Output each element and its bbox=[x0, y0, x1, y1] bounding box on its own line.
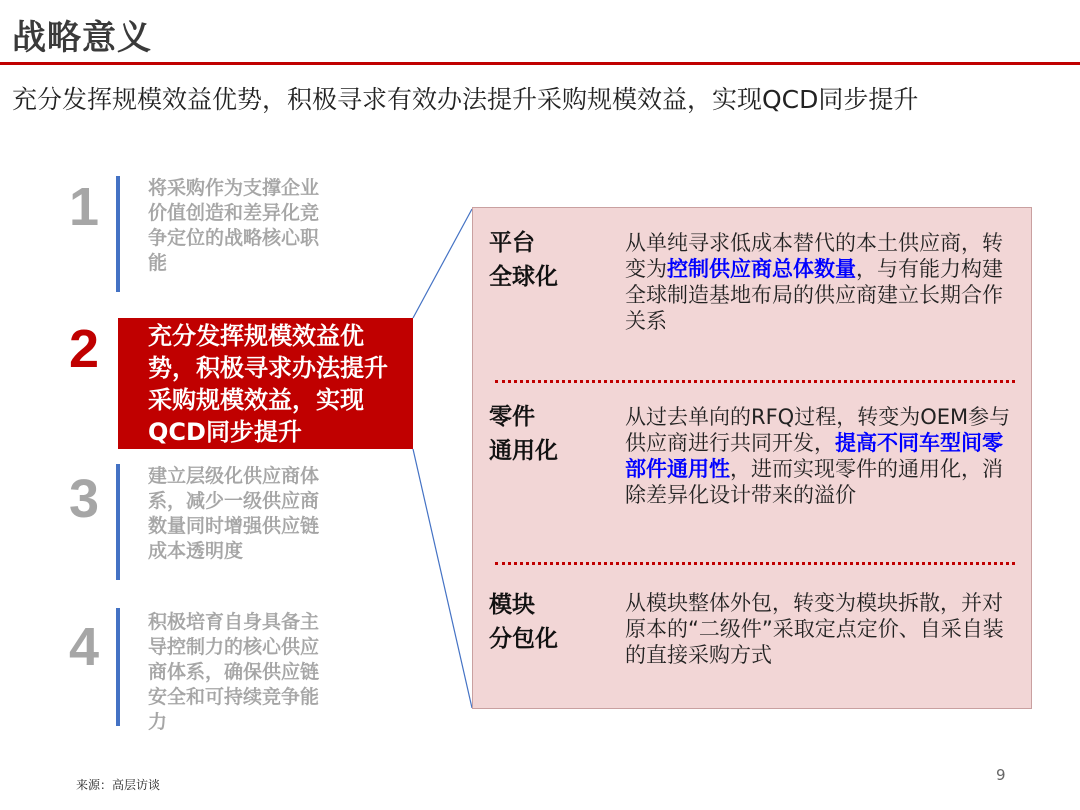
step-text: 建立层级化供应商体系，减少一级供应商数量同时增强供应链成本透明度 bbox=[148, 465, 320, 562]
desc-text: ，进而实现零件的通用化，消除差异化设计带来的溢价 bbox=[625, 457, 1003, 507]
step-number: 3 bbox=[68, 469, 100, 529]
step-text: 积极培育自身具备主导控制力的核心供应商体系，确保供应链安全和可持续竞争能力 bbox=[148, 611, 320, 733]
page-number: 9 bbox=[996, 766, 1006, 784]
row-desc-module bbox=[625, 590, 1020, 668]
step-text: 充分发挥规模效益优势，积极寻求办法提升采购规模效益，实现QCD同步提升 bbox=[148, 322, 388, 446]
row-label-platform bbox=[489, 226, 558, 294]
step-number: 4 bbox=[68, 617, 100, 677]
page-title: 战略意义 bbox=[12, 18, 152, 58]
desc-text: ，与有能力构建全球制造基地布局的供应商建立长期合作关系 bbox=[625, 257, 1003, 333]
label-line: 全球化 bbox=[489, 264, 558, 290]
row-desc-platform bbox=[625, 230, 1020, 334]
row-separator bbox=[495, 380, 1015, 383]
step-text: 将采购作为支撑企业价值创造和差异化竞争定位的战略核心职能 bbox=[148, 177, 320, 274]
row-label-parts bbox=[489, 400, 558, 468]
label-line: 分包化 bbox=[489, 626, 558, 652]
desc-text: 从过去单向的RFQ过程，转变为OEM参与供应商进行共同开发， bbox=[625, 405, 1011, 455]
label-line: 平台 bbox=[489, 230, 535, 256]
label-line: 通用化 bbox=[489, 438, 558, 464]
row-label-module bbox=[489, 588, 558, 656]
label-line: 模块 bbox=[489, 592, 535, 618]
label-line: 零件 bbox=[489, 404, 535, 430]
row-desc-parts bbox=[625, 404, 1020, 508]
desc-text: 从模块整体外包，转变为模块拆散，并对原本的“二级件”采取定点定价、自采自装的直接采购方式 bbox=[625, 591, 1004, 667]
step-number: 2 bbox=[68, 319, 100, 379]
page-subtitle: 充分发挥规模效益优势，积极寻求有效办法提升采购规模效益，实现QCD同步提升 bbox=[12, 85, 919, 114]
desc-highlight: 控制供应商总体数量 bbox=[667, 257, 856, 281]
detail-panel bbox=[472, 207, 1032, 709]
step-number: 1 bbox=[68, 177, 100, 237]
source-note: 来源：高层访谈 bbox=[76, 778, 161, 792]
desc-text: 从单纯寻求低成本替代的本土供应商，转变为 bbox=[625, 231, 1003, 281]
desc-highlight: 提高不同车型间零部件通用性 bbox=[625, 431, 1003, 481]
row-separator bbox=[495, 562, 1015, 565]
